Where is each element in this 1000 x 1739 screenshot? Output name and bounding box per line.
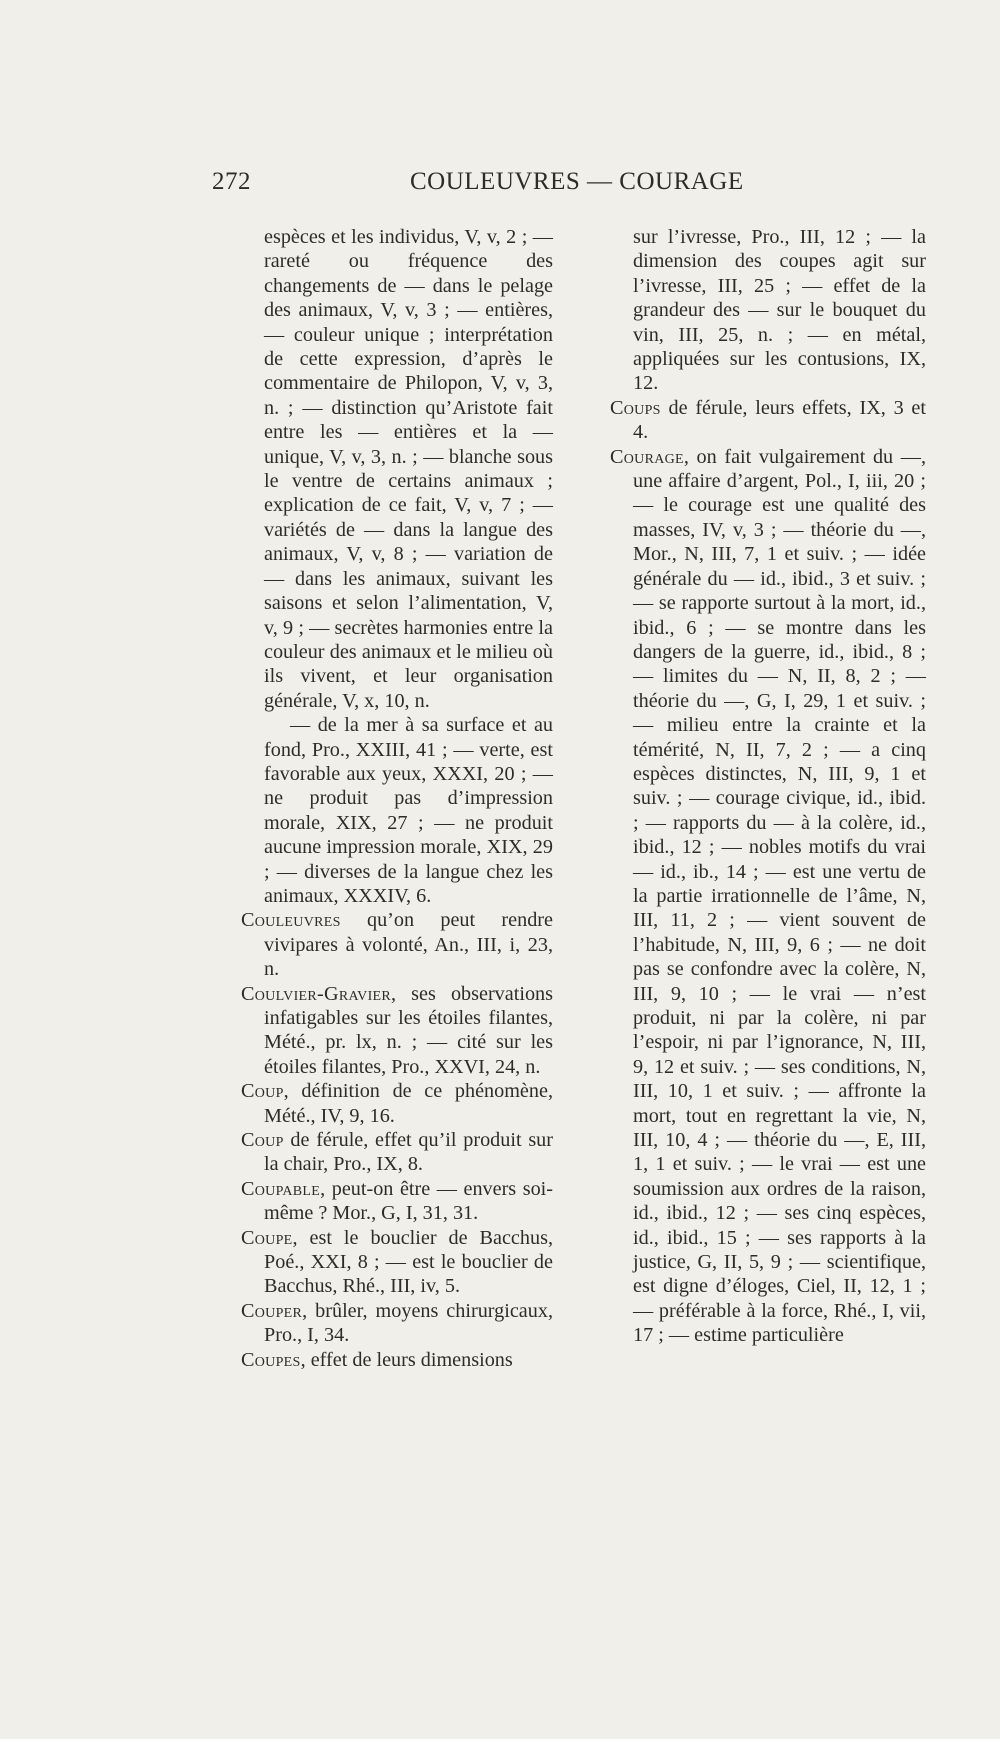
entry-headword: Courage	[610, 445, 684, 468]
entry-text: , peut-on être — envers soi-même ? Mor., G, I, 31, 31.	[264, 1177, 553, 1225]
sub-entry-text: — de la mer à sa surface et au fond, Pro., XXIII, 41 ; — verte, est favorable aux yeux, XXXI, 20 ; — ne produit pas d’impression morale, XIX, 27 ; — ne produit aucune impression morale, XIX, 29 ; — diverses de la langue chez les animaux, XXXIV, 6.	[264, 714, 553, 907]
page-number: 272	[212, 168, 251, 195]
entry-headword: Coupes	[241, 1348, 301, 1371]
index-entry	[241, 1128, 553, 1177]
index-entry	[241, 1348, 553, 1372]
entry-text: , effet de leurs dimensions	[300, 1348, 513, 1371]
index-entry	[610, 396, 926, 445]
index-entry	[241, 1299, 553, 1348]
entry-headword: Coupe	[241, 1226, 293, 1249]
entry-text: , on fait vulgairement du —, une affaire d’argent, Pol., I, iii, 20 ; — le courage est une qualité des masses, IV, v, 3 ; — théorie du —, Mor., N, III, 7, 1 et suiv. ; — idée générale du — id., ibid., 3 et suiv. ; — se rapporte surtout à la mort, id., ibid., 6 ; — se montre dans les dangers de la guerre, id., ibid., 8 ; — limites du — N, II, 8, 2 ; — théorie du —, G, I, 29, 1 et suiv. ; — milieu entre la crainte et la témérité, N, II, 7, 2 ; — a cinq espèces distinctes, N, III, 9, 1 et suiv. ; — courage civique, id., ibid. ; — rapports du — à la colère, id., ibid., 12 ; — nobles motifs du vrai — id., ib., 14 ; — est une vertu de la partie irrationnelle de l’âme, N, III, 11, 2 ; — vient souvent de l’habitude, N, III, 9, 6 ; — ne doit pas se confondre avec la colère, N, III, 9, 10 ; — le vrai — n’est produit, ni par la colère, ni par l’espoir, ni par l’ignorance, N, III, 9, 12 et suiv. ; — ses conditions, N, III, 10, 1 et suiv. ; — affronte la mort, tout en regrettant la vie, N, III, 10, 4 ; — théorie du —, E, III, 1, 1 et suiv. ; — le vrai — est une soumission aux ordres de la raison, id., ibid., 12 ; — ses cinq espèces, id., ibid., 15 ; — ses rapports à la justice, G, II, 5, 9 ; — scientifique, est digne d’éloges, Ciel, II, 12, 1 ; — préférable à la force, Rhé., I, vii, 17 ; — estime particulière	[633, 445, 926, 1347]
entry-text: , ses observations infatigables sur les étoiles filantes, Mété., pr. lx, n. ; — cité sur les étoiles filantes, Pro., XXVI, 24, n.	[264, 982, 553, 1078]
index-entry	[241, 1226, 553, 1299]
entry-text: , brûler, moyens chirurgicaux, Pro., I, 34.	[264, 1299, 553, 1347]
entry-headword: Coupable	[241, 1177, 321, 1200]
right-column	[610, 225, 926, 1348]
left-column	[241, 225, 553, 1372]
entry-headword: Couper	[241, 1299, 303, 1322]
entry-headword: Coups	[610, 396, 661, 419]
index-entry	[241, 908, 553, 981]
continued-entry-text: espèces et les individus, V, v, 2 ; — rareté ou fréquence des changements de — dans le pelage des animaux, V, v, 3 ; — entières, — couleur unique ; interprétation de cette expression, d’après le commentaire de Philopon, V, v, 3, n. ; — distinction qu’Aristote fait entre les — entières et la — unique, V, v, 3, n. ; — blanche sous le ventre de certains animaux ; explication de ce fait, V, v, 7 ; — variétés de — dans la langue des animaux, V, v, 8 ; — variation de — dans les animaux, suivant les saisons et selon l’alimentation, V, v, 9 ; — secrètes harmonies entre la couleur des animaux et le milieu où ils vivent, et leur organisation générale, V, x, 10, n.	[264, 226, 553, 712]
entry-text: de férule, leurs effets, IX, 3 et 4.	[633, 396, 926, 444]
index-entry	[241, 1079, 553, 1128]
entry-headword: Coulvier-Gravier	[241, 982, 392, 1005]
index-entry	[610, 445, 926, 1348]
entry-headword: Coup	[241, 1129, 284, 1152]
index-entry	[241, 982, 553, 1080]
entry-headword: Coup	[241, 1080, 284, 1103]
entry-text: de férule, effet qu’il produit sur la chair, Pro., IX, 8.	[264, 1129, 553, 1176]
entry-headword: Couleuvres	[241, 909, 341, 932]
index-entry	[241, 1177, 553, 1226]
entry-text: , est le bouclier de Bacchus, Poé., XXI, 8 ; — est le bouclier de Bacchus, Rhé., III, iv, 5.	[264, 1226, 553, 1298]
entry-text: , définition de ce phénomène, Mété., IV, 9, 16.	[264, 1080, 553, 1127]
running-head	[212, 168, 744, 208]
entry-text: qu’on peut rendre vivipares à volonté, An., III, i, 23, n.	[264, 909, 553, 981]
continued-entry-text: sur l’ivresse, Pro., III, 12 ; — la dimension des coupes agit sur l’ivresse, III, 25 ; — effet de la grandeur des — sur le bouquet du vin, III, 25, n. ; — en métal, appliquées sur les contusions, IX, 12.	[633, 226, 926, 395]
running-title: COULEUVRES — COURAGE	[410, 168, 744, 195]
